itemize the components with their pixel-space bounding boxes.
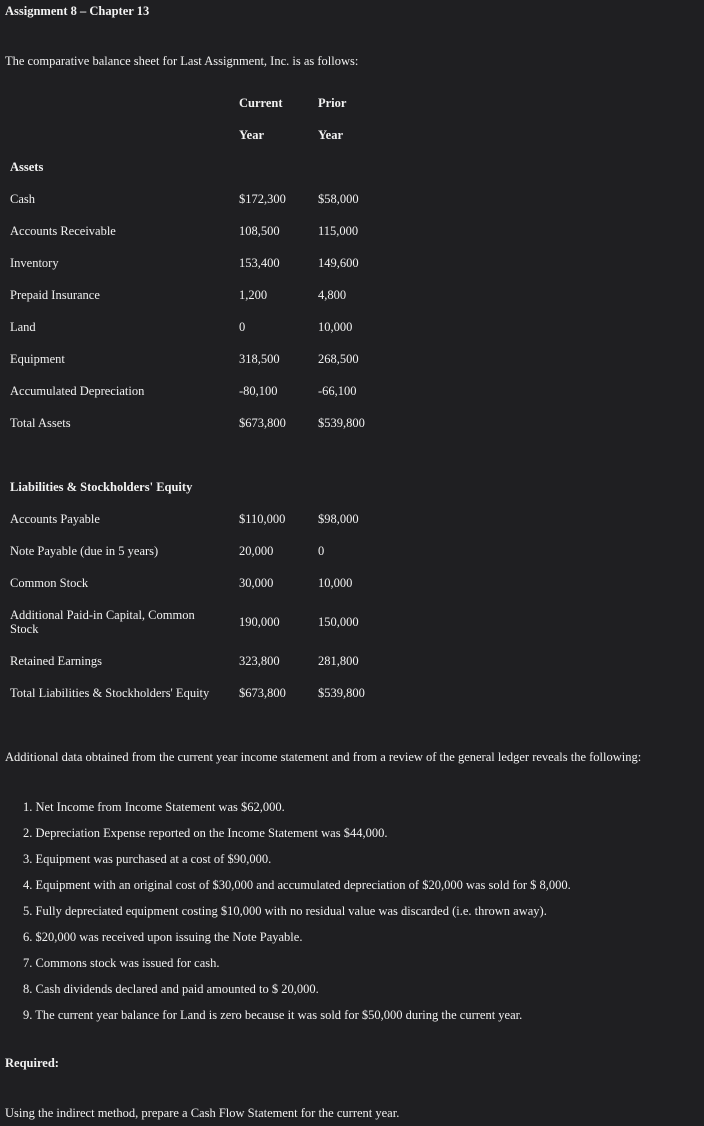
row-prior-accounts-payable: $98,000 (318, 512, 359, 526)
row-prior-accumulated-depreciation: -66,100 (318, 384, 357, 398)
row-label-total-liabilities-equity: Total Liabilities & Stockholders' Equity (10, 686, 210, 700)
row-prior-common-stock: 10,000 (318, 576, 353, 590)
row-label-prepaid-insurance: Prepaid Insurance (10, 288, 100, 302)
row-prior-prepaid-insurance: 4,800 (318, 288, 347, 302)
required-heading: Required: (5, 1056, 59, 1070)
list-item: 1. Net Income from Income Statement was $62,000. (23, 800, 285, 814)
intro-text: The comparative balance sheet for Last Assignment, Inc. is as follows: (5, 54, 359, 68)
row-prior-equipment: 268,500 (318, 352, 359, 366)
row-current-note-payable: 20,000 (239, 544, 274, 558)
row-current-inventory: 153,400 (239, 256, 280, 270)
row-prior-note-payable: 0 (318, 544, 325, 558)
list-item: 4. Equipment with an original cost of $30,000 and accumulated depreciation of $20,000 was sold for $ 8,000. (23, 878, 571, 892)
prior-year-header-1: Prior (318, 96, 347, 110)
current-year-header-2: Year (239, 128, 264, 142)
row-current-total-liabilities-equity: $673,800 (239, 686, 286, 700)
row-current-land: 0 (239, 320, 246, 334)
row-label-accounts-payable: Accounts Payable (10, 512, 100, 526)
row-label-note-payable: Note Payable (due in 5 years) (10, 544, 159, 558)
row-label-equipment: Equipment (10, 352, 65, 366)
page-title: Assignment 8 – Chapter 13 (5, 4, 150, 18)
row-label-cash: Cash (10, 192, 35, 206)
row-prior-land: 10,000 (318, 320, 353, 334)
row-current-accumulated-depreciation: -80,100 (239, 384, 278, 398)
row-label-accounts-receivable: Accounts Receivable (10, 224, 116, 238)
row-label-total-assets: Total Assets (10, 416, 71, 430)
row-label-additional-paid-in-capital: Additional Paid-in Capital, Common Stock (10, 608, 195, 636)
list-item: 5. Fully depreciated equipment costing $10,000 with no residual value was discarded (i.e. thrown away). (23, 904, 547, 918)
row-label-land: Land (10, 320, 36, 334)
required-instruction: Using the indirect method, prepare a Cash Flow Statement for the current year. (5, 1106, 400, 1120)
row-current-additional-paid-in-capital: 190,000 (239, 615, 280, 629)
list-item: 9. The current year balance for Land is zero because it was sold for $50,000 during the current year. (23, 1008, 523, 1022)
row-label-accumulated-depreciation: Accumulated Depreciation (10, 384, 145, 398)
row-current-equipment: 318,500 (239, 352, 280, 366)
row-label-common-stock: Common Stock (10, 576, 89, 590)
row-prior-total-assets: $539,800 (318, 416, 365, 430)
prior-year-header-2: Year (318, 128, 343, 142)
list-item: 2. Depreciation Expense reported on the Income Statement was $44,000. (23, 826, 388, 840)
row-current-retained-earnings: 323,800 (239, 654, 280, 668)
current-year-header-1: Current (239, 96, 283, 110)
row-label-retained-earnings: Retained Earnings (10, 654, 102, 668)
row-prior-inventory: 149,600 (318, 256, 359, 270)
list-item: 6. $20,000 was received upon issuing the Note Payable. (23, 930, 303, 944)
row-prior-additional-paid-in-capital: 150,000 (318, 615, 359, 629)
row-current-cash: $172,300 (239, 192, 286, 206)
list-item: 8. Cash dividends declared and paid amounted to $ 20,000. (23, 982, 319, 996)
row-prior-total-liabilities-equity: $539,800 (318, 686, 365, 700)
row-prior-cash: $58,000 (318, 192, 359, 206)
assets-heading: Assets (10, 160, 44, 174)
list-item: 7. Commons stock was issued for cash. (23, 956, 220, 970)
row-prior-accounts-receivable: 115,000 (318, 224, 359, 238)
row-label-inventory: Inventory (10, 256, 59, 270)
row-prior-retained-earnings: 281,800 (318, 654, 359, 668)
additional-data-intro: Additional data obtained from the current year income statement and from a review of the general ledger reveals the following: (5, 750, 642, 764)
list-item: 3. Equipment was purchased at a cost of $90,000. (23, 852, 272, 866)
row-current-common-stock: 30,000 (239, 576, 274, 590)
liabilities-heading: Liabilities & Stockholders' Equity (10, 480, 193, 494)
row-current-accounts-receivable: 108,500 (239, 224, 280, 238)
row-current-total-assets: $673,800 (239, 416, 286, 430)
row-current-accounts-payable: $110,000 (239, 512, 286, 526)
row-current-prepaid-insurance: 1,200 (239, 288, 268, 302)
